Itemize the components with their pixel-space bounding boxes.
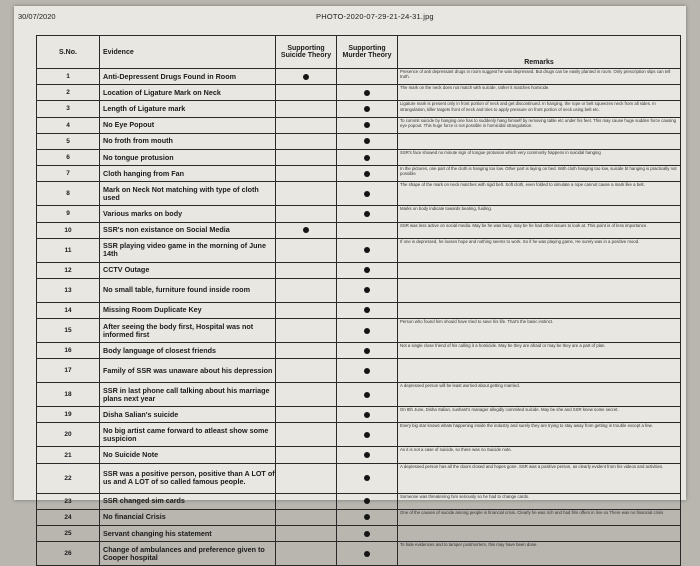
murder-support-mark [364, 267, 370, 273]
murder-support-mark [364, 211, 370, 217]
suicide-theory-cell [276, 447, 337, 463]
row-number: 6 [37, 149, 100, 165]
suicide-theory-cell [276, 383, 337, 407]
murder-theory-cell [337, 238, 398, 262]
murder-theory-cell [337, 343, 398, 359]
remarks-text [398, 359, 681, 383]
murder-theory-cell [337, 69, 398, 85]
evidence-text: No small table, furniture found inside room [100, 278, 276, 302]
remarks-text: If one is depressed, he looses hope and nothing seems to work. So if he was playing game, He surely was in a positive mood. [398, 238, 681, 262]
row-number: 11 [37, 238, 100, 262]
murder-theory-cell [337, 407, 398, 423]
murder-support-mark [364, 498, 370, 504]
row-number: 19 [37, 407, 100, 423]
murder-support-mark [364, 452, 370, 458]
evidence-text: No financial Crisis [100, 509, 276, 525]
murder-support-mark [364, 392, 370, 398]
murder-theory-cell [337, 206, 398, 222]
murder-support-mark [364, 432, 370, 438]
murder-support-mark [364, 531, 370, 537]
murder-support-mark [364, 475, 370, 481]
row-number: 14 [37, 302, 100, 318]
murder-theory-cell [337, 447, 398, 463]
murder-support-mark [364, 247, 370, 253]
remarks-text: Person who found him should have tried to save his life. That's the basic instinct. [398, 319, 681, 343]
suicide-theory-cell [276, 206, 337, 222]
evidence-text: SSR's non existance on Social Media [100, 222, 276, 238]
remarks-text: Marks on body indicate towards beating, fuiding. [398, 206, 681, 222]
murder-theory-cell [337, 85, 398, 101]
murder-theory-cell [337, 359, 398, 383]
remarks-text: In the pictures, one part of the cloth is hanging too low. Other part is laying on bed. With cloth hanging too low, suicide bt hanging is practically not possible [398, 166, 681, 182]
table-row [37, 542, 681, 566]
remarks-text [398, 133, 681, 149]
murder-support-mark [364, 412, 370, 418]
remarks-text: Presence of anti depressant drugs in room suggest he was depressed. But drugs can be easily planted in room. Only prescription slips can tell truth. [398, 69, 681, 85]
suicide-support-mark [303, 227, 309, 233]
row-number: 8 [37, 182, 100, 206]
remarks-text: A depressed person has all the doors closed and hopes gone. SSR was a positive person, as clearly evident from his videos and activities. [398, 463, 681, 493]
remarks-text: A depressed person will be least worried about getting married. [398, 383, 681, 407]
murder-theory-cell [337, 493, 398, 509]
column-header-remarks: Remarks [398, 36, 681, 69]
remarks-text: To hide evidences and to tamper postmortem, this may have been done. [398, 542, 681, 566]
murder-support-mark [364, 122, 370, 128]
document-page [14, 6, 686, 562]
evidence-text: Length of Ligature mark [100, 101, 276, 117]
table-row [37, 447, 681, 463]
murder-theory-cell [337, 182, 398, 206]
murder-support-mark [364, 287, 370, 293]
murder-theory-cell [337, 149, 398, 165]
row-number: 5 [37, 133, 100, 149]
row-number: 12 [37, 262, 100, 278]
evidence-text: Disha Salian's suicide [100, 407, 276, 423]
table-row [37, 319, 681, 343]
print-date: 30/07/2020 [18, 12, 56, 21]
suicide-theory-cell [276, 343, 337, 359]
murder-support-mark [364, 348, 370, 354]
murder-support-mark [364, 551, 370, 557]
table-row [37, 117, 681, 133]
table-row [37, 343, 681, 359]
suicide-theory-cell [276, 319, 337, 343]
table-row [37, 166, 681, 182]
table-row [37, 85, 681, 101]
suicide-theory-cell [276, 423, 337, 447]
murder-support-mark [364, 138, 370, 144]
row-number: 20 [37, 423, 100, 447]
remarks-text: On 8th June, Disha Salian, sushant's manager allegdly commited suicide. May be she and SSR knew some secret. [398, 407, 681, 423]
suicide-theory-cell [276, 166, 337, 182]
evidence-text: SSR changed sim cards [100, 493, 276, 509]
suicide-theory-cell [276, 238, 337, 262]
row-number: 25 [37, 526, 100, 542]
table-row [37, 101, 681, 117]
remarks-text [398, 302, 681, 318]
remarks-text: Not a single close friend of his calling it a homicide. May be they are afraid or may be they are a part of plan. [398, 343, 681, 359]
row-number: 22 [37, 463, 100, 493]
table-row [37, 133, 681, 149]
suicide-theory-cell [276, 526, 337, 542]
murder-support-mark [364, 191, 370, 197]
row-number: 23 [37, 493, 100, 509]
table-row [37, 302, 681, 318]
suicide-theory-cell [276, 542, 337, 566]
table-row [37, 463, 681, 493]
murder-theory-cell [337, 166, 398, 182]
suicide-theory-cell [276, 493, 337, 509]
row-number: 10 [37, 222, 100, 238]
table-row [37, 359, 681, 383]
suicide-theory-cell [276, 463, 337, 493]
evidence-text: No tongue protusion [100, 149, 276, 165]
murder-support-mark [364, 307, 370, 313]
remarks-text: Every big star knows whats happening inside the industry and surely they are trying to stay away from getting in trouble except a few. [398, 423, 681, 447]
suicide-theory-cell [276, 133, 337, 149]
murder-theory-cell [337, 117, 398, 133]
evidence-text: Change of ambulances and preference given to Cooper hospital [100, 542, 276, 566]
evidence-text: Body language of closest friends [100, 343, 276, 359]
murder-support-mark [364, 514, 370, 520]
column-header-sno: S.No. [37, 36, 100, 69]
remarks-text [398, 278, 681, 302]
murder-support-mark [364, 368, 370, 374]
table-row [37, 222, 681, 238]
remarks-text: SSR was less active on social media. May be he was busy, may be he had other issues to look at. This point is of less importance. [398, 222, 681, 238]
remarks-text: One of the causes of suicide among people is financial crisis. Clearly he was rich and had film offers in line so There was no financial crisis [398, 509, 681, 525]
murder-theory-cell [337, 262, 398, 278]
murder-support-mark [364, 106, 370, 112]
table-row [37, 238, 681, 262]
remarks-text: Someone was threatening him seriously so he had to change cards. [398, 493, 681, 509]
murder-theory-cell [337, 319, 398, 343]
suicide-theory-cell [276, 182, 337, 206]
suicide-theory-cell [276, 222, 337, 238]
suicide-theory-cell [276, 69, 337, 85]
suicide-theory-cell [276, 149, 337, 165]
evidence-text: SSR in last phone call talking about his marriage plans next year [100, 383, 276, 407]
suicide-theory-cell [276, 262, 337, 278]
murder-theory-cell [337, 526, 398, 542]
murder-theory-cell [337, 423, 398, 447]
table-row [37, 69, 681, 85]
column-header-murder: Supporting Murder Theory [337, 36, 398, 69]
print-header [14, 10, 686, 24]
row-number: 2 [37, 85, 100, 101]
table-row [37, 262, 681, 278]
remarks-text [398, 262, 681, 278]
suicide-theory-cell [276, 302, 337, 318]
table-row [37, 278, 681, 302]
table-header-row [37, 36, 681, 69]
evidence-text: After seeing the body first, Hospital was not informed first [100, 319, 276, 343]
table-row [37, 182, 681, 206]
row-number: 26 [37, 542, 100, 566]
row-number: 9 [37, 206, 100, 222]
evidence-text: Various marks on body [100, 206, 276, 222]
evidence-text: SSR was a positive person, positive than A LOT of us and A LOT of so called famous people. [100, 463, 276, 493]
murder-theory-cell [337, 302, 398, 318]
evidence-text: Cloth hanging from Fan [100, 166, 276, 182]
remarks-text [398, 526, 681, 542]
murder-support-mark [364, 90, 370, 96]
murder-theory-cell [337, 542, 398, 566]
row-number: 17 [37, 359, 100, 383]
table-row [37, 509, 681, 525]
murder-theory-cell [337, 509, 398, 525]
suicide-theory-cell [276, 85, 337, 101]
remarks-text: SSR's face showed no minute sign of tongue protusion which very commonly happens in suicidal hanging [398, 149, 681, 165]
suicide-theory-cell [276, 117, 337, 133]
table-row [37, 526, 681, 542]
remarks-text: To commit suicide by hanging one has to suddenly hang himself by removing table etc under his feet. This may cause huge sudden force causing eye popout. This huge force is not possible in homicidal strangulation. [398, 117, 681, 133]
suicide-support-mark [303, 74, 309, 80]
row-number: 3 [37, 101, 100, 117]
suicide-theory-cell [276, 509, 337, 525]
table-row [37, 423, 681, 447]
evidence-text: Family of SSR was unaware about his depression [100, 359, 276, 383]
murder-theory-cell [337, 463, 398, 493]
murder-support-mark [364, 171, 370, 177]
evidence-text: Location of Ligature Mark on Neck [100, 85, 276, 101]
row-number: 4 [37, 117, 100, 133]
table-row [37, 206, 681, 222]
print-title: PHOTO-2020-07-29-21-24-31.jpg [316, 12, 434, 21]
row-number: 1 [37, 69, 100, 85]
table-row [37, 407, 681, 423]
evidence-text: No big artist came forward to atleast show some suspicion [100, 423, 276, 447]
murder-support-mark [364, 155, 370, 161]
murder-theory-cell [337, 101, 398, 117]
suicide-theory-cell [276, 407, 337, 423]
row-number: 16 [37, 343, 100, 359]
column-header-suicide: Supporting Suicide Theory [276, 36, 337, 69]
table-row [37, 493, 681, 509]
evidence-text: Servant changing his statement [100, 526, 276, 542]
column-header-evidence: Evidence [100, 36, 276, 69]
row-number: 15 [37, 319, 100, 343]
murder-theory-cell [337, 222, 398, 238]
evidence-text: No Eye Popout [100, 117, 276, 133]
suicide-theory-cell [276, 101, 337, 117]
murder-support-mark [364, 328, 370, 334]
remarks-text: The mark on the neck does not match with suicide, rather it matches homicide. [398, 85, 681, 101]
row-number: 24 [37, 509, 100, 525]
murder-theory-cell [337, 278, 398, 302]
row-number: 18 [37, 383, 100, 407]
remarks-text: Ligature mark is present only in front portion of neck and get discontinued. In hanging, the rope or belt squeezes neck from all sides. In strangulation, killer targets front of neck and tries to apply pressure on front portion of neck using belt etc. [398, 101, 681, 117]
row-number: 7 [37, 166, 100, 182]
remarks-text: As it is not a case of suicide, so there was no Suicide note. [398, 447, 681, 463]
evidence-text: No froth from mouth [100, 133, 276, 149]
suicide-theory-cell [276, 359, 337, 383]
murder-theory-cell [337, 383, 398, 407]
evidence-text: Missing Room Duplicate Key [100, 302, 276, 318]
remarks-text: The shape of the mark on neck matches with rigid belt. Soft cloth, even folded to simulate a rope cannot cause a mark like a belt. [398, 182, 681, 206]
evidence-text: CCTV Outage [100, 262, 276, 278]
suicide-theory-cell [276, 278, 337, 302]
row-number: 13 [37, 278, 100, 302]
evidence-text: SSR playing video game in the morning of June 14th [100, 238, 276, 262]
table-row [37, 149, 681, 165]
evidence-table [36, 35, 681, 566]
murder-theory-cell [337, 133, 398, 149]
table-row [37, 383, 681, 407]
evidence-text: Mark on Neck Not matching with type of cloth used [100, 182, 276, 206]
row-number: 21 [37, 447, 100, 463]
evidence-text: No Suicide Note [100, 447, 276, 463]
evidence-text: Anti-Depressent Drugs Found in Room [100, 69, 276, 85]
